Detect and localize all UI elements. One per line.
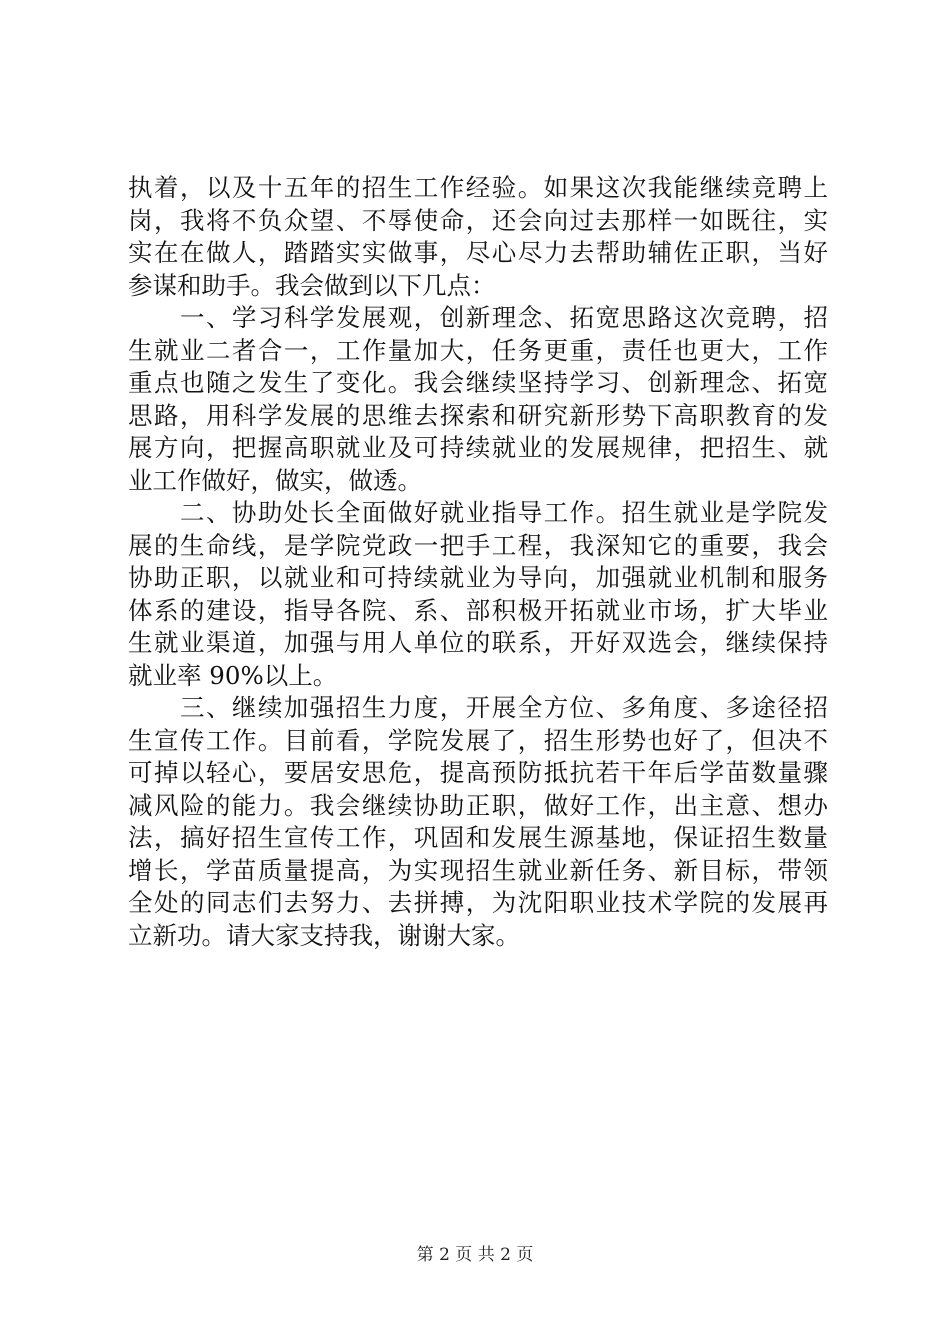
text-line: 执着，以及十五年的招生工作经验。如果这次我能继续竞聘上 <box>128 173 828 202</box>
text-line: 可掉以轻心，要居安思危，提高预防抵抗若干年后学苗数量骤 <box>128 758 828 787</box>
text-line: 一、学习科学发展观，创新理念、拓宽思路这次竞聘，招 <box>128 303 828 332</box>
text-line: 减风险的能力。我会继续协助正职，做好工作，出主意、想办 <box>128 790 828 820</box>
text-line: 全处的同志们去努力、去拼搏，为沈阳职业技术学院的发展再 <box>128 888 828 917</box>
text-line: 实在在做人，踏踏实实做事，尽心尽力去帮助辅佐正职，当好 <box>128 238 828 267</box>
text-line: 生宣传工作。目前看，学院发展了，招生形势也好了，但决不 <box>128 725 828 755</box>
page-footer: 第 2 页 共 2 页 <box>416 1245 534 1265</box>
text-line: 展方向，把握高职就业及可持续就业的发展规律，把招生、就 <box>128 433 828 462</box>
text-line: 展的生命线，是学院党政一把手工程，我深知它的重要，我会 <box>128 530 828 560</box>
text-line: 思路，用科学发展的思维去探索和研究新形势下高职教育的发 <box>128 400 828 430</box>
text-line: 协助正职，以就业和可持续就业为导向，加强就业机制和服务 <box>128 563 828 592</box>
text-line: 体系的建设，指导各院、系、部积极开拓就业市场，扩大毕业 <box>128 595 828 625</box>
text-line: 法，搞好招生宣传工作，巩固和发展生源基地，保证招生数量 <box>128 823 828 852</box>
text-line: 立新功。请大家支持我，谢谢大家。 <box>128 920 520 950</box>
text-line: 参谋和助手。我会做到以下几点： <box>128 270 496 300</box>
text-line: 二、协助处长全面做好就业指导工作。招生就业是学院发 <box>128 498 828 527</box>
text-line: 生就业渠道，加强与用人单位的联系，开好双选会，继续保持 <box>128 628 828 657</box>
text-line: 重点也随之发生了变化。我会继续坚持学习、创新理念、拓宽 <box>128 368 828 397</box>
text-line: 增长，学苗质量提高，为实现招生就业新任务、新目标，带领 <box>128 855 828 885</box>
document-body <box>128 172 828 952</box>
text-line: 业工作做好，做实，做透。 <box>128 465 422 495</box>
text-line: 就业率 90%以上。 <box>128 660 338 690</box>
text-line: 三、继续加强招生力度，开展全方位、多角度、多途径招 <box>128 693 828 722</box>
text-line: 岗，我将不负众望、不辱使命，还会向过去那样一如既往，实 <box>128 205 828 235</box>
text-line: 生就业二者合一，工作量加大，任务更重，责任也更大，工作 <box>128 335 828 365</box>
